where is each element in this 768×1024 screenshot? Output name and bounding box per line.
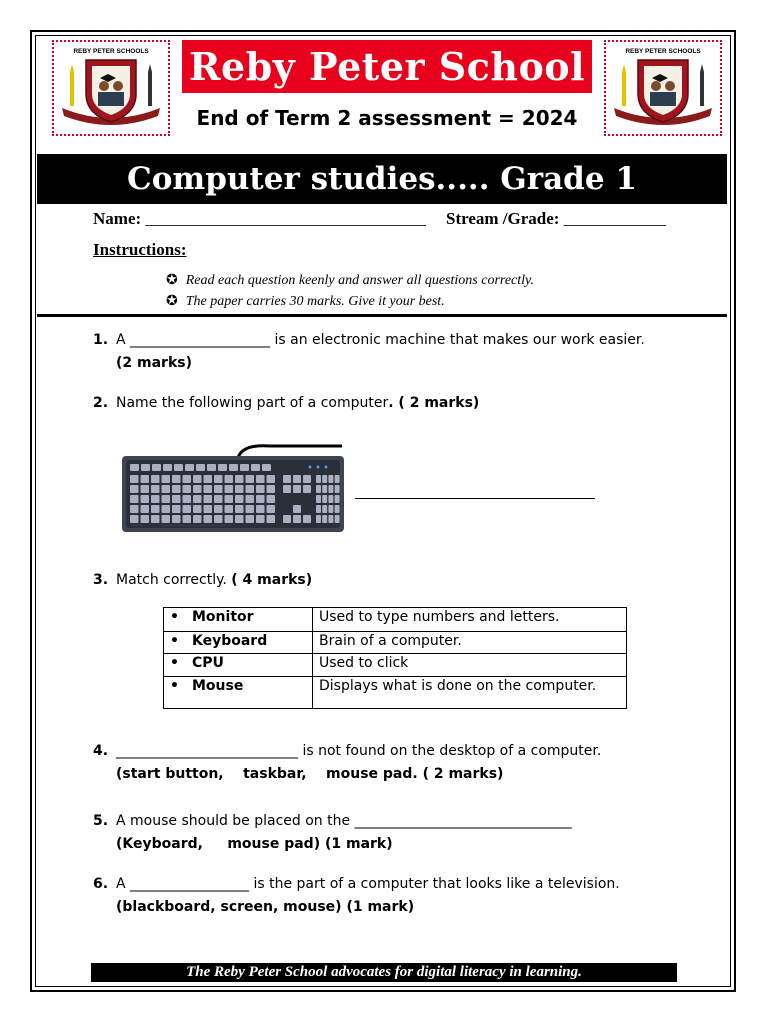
keyboard-key bbox=[185, 464, 194, 471]
keyboard-key bbox=[172, 505, 181, 513]
marks-label: ( 4 marks) bbox=[231, 572, 313, 588]
keyboard-key bbox=[335, 495, 340, 503]
keyboard-key bbox=[193, 505, 202, 513]
keyboard-key bbox=[151, 515, 160, 523]
keyboard-key bbox=[183, 485, 192, 493]
keyboard-key bbox=[328, 515, 333, 523]
question-2: 2. Name the following part of a computer. ( 2 marks) bbox=[93, 392, 653, 415]
keyboard-key bbox=[283, 475, 291, 483]
star-circle-icon: ✪ bbox=[166, 273, 178, 288]
keyboard-key bbox=[151, 505, 160, 513]
keyboard-key bbox=[193, 475, 202, 483]
keyboard-key bbox=[151, 485, 160, 493]
keyboard-key bbox=[204, 475, 213, 483]
keyboard-key bbox=[152, 464, 161, 471]
keyboard-key bbox=[246, 475, 255, 483]
question-number: 3. bbox=[93, 572, 109, 588]
match-description: Displays what is done on the computer. bbox=[313, 677, 627, 709]
school-logo-right bbox=[604, 40, 722, 136]
keyboard-key bbox=[183, 515, 192, 523]
keyboard-key bbox=[225, 495, 234, 503]
question-6: 6. A _________________ is the part of a computer that looks like a television. (blackboard, screen, mouse) (1 mark) bbox=[93, 873, 673, 919]
keyboard-key bbox=[335, 475, 340, 483]
subject-title: Computer studies..... Grade 1 bbox=[37, 154, 727, 204]
keyboard-key bbox=[130, 475, 139, 483]
keyboard-key bbox=[267, 515, 276, 523]
answer-blank[interactable]: __________________________ bbox=[116, 743, 298, 759]
keyboard-key bbox=[218, 464, 227, 471]
keyboard-key bbox=[293, 515, 301, 523]
keyboard-key bbox=[193, 515, 202, 523]
keyboard-key bbox=[214, 495, 223, 503]
keyboard-key bbox=[225, 515, 234, 523]
keyboard-key bbox=[293, 505, 301, 513]
stream-grade-label: Stream /Grade: bbox=[446, 209, 560, 228]
keyboard-key bbox=[246, 495, 255, 503]
keyboard-key bbox=[283, 485, 291, 493]
keyboard-key bbox=[328, 485, 333, 493]
keyboard-key bbox=[207, 464, 216, 471]
keyboard-answer-line[interactable] bbox=[355, 498, 595, 499]
keyboard-key bbox=[293, 485, 301, 493]
keyboard-key bbox=[283, 515, 291, 523]
keyboard-key bbox=[151, 475, 160, 483]
keyboard-key bbox=[162, 485, 171, 493]
keyboard-key bbox=[204, 515, 213, 523]
name-blank[interactable]: _________________________________ bbox=[145, 209, 426, 228]
logo-text-right: REBY PETER SCHOOLS bbox=[625, 48, 701, 55]
school-logo-left bbox=[52, 40, 170, 136]
match-item: • Mouse bbox=[164, 677, 313, 709]
answer-blank[interactable]: _________________ bbox=[130, 876, 250, 892]
keyboard-key bbox=[172, 485, 181, 493]
keyboard-key bbox=[229, 464, 238, 471]
keyboard-key bbox=[162, 495, 171, 503]
stream-grade-blank[interactable]: ____________ bbox=[563, 209, 666, 228]
options-label: (start button, taskbar, mouse pad. ( 2 marks) bbox=[116, 766, 504, 782]
keyboard-key bbox=[316, 515, 321, 523]
footer-motto: The Reby Peter School advocates for digital literacy in learning. bbox=[91, 963, 677, 982]
keyboard-key bbox=[204, 505, 213, 513]
match-description: Used to type numbers and letters. bbox=[313, 608, 627, 632]
instructions-heading: Instructions: bbox=[93, 240, 187, 259]
question-1: 1. A ____________________ is an electronic machine that makes our work easier. (2 marks) bbox=[93, 329, 653, 375]
keyboard-key bbox=[130, 495, 139, 503]
marks-label: (2 marks) bbox=[116, 355, 192, 371]
match-description: Used to click bbox=[313, 654, 627, 677]
keyboard-key bbox=[256, 485, 265, 493]
keyboard-key bbox=[293, 475, 301, 483]
keyboard-key bbox=[196, 464, 205, 471]
keyboard-key bbox=[256, 475, 265, 483]
keyboard-key bbox=[267, 495, 276, 503]
question-number: 2. bbox=[93, 395, 109, 411]
keyboard-key bbox=[256, 495, 265, 503]
keyboard-key bbox=[225, 475, 234, 483]
keyboard-key bbox=[141, 475, 150, 483]
keyboard-key bbox=[141, 515, 150, 523]
keyboard-key bbox=[322, 475, 327, 483]
keyboard-key bbox=[262, 464, 271, 471]
keyboard-key bbox=[162, 505, 171, 513]
logo-text-left: REBY PETER SCHOOLS bbox=[73, 48, 149, 55]
keyboard-key bbox=[235, 505, 244, 513]
keyboard-key bbox=[163, 464, 172, 471]
keyboard-key bbox=[322, 485, 327, 493]
keyboard-key bbox=[335, 515, 340, 523]
keyboard-key bbox=[214, 475, 223, 483]
keyboard-key bbox=[303, 475, 311, 483]
keyboard-key bbox=[141, 495, 150, 503]
keyboard-key bbox=[204, 485, 213, 493]
keyboard-key bbox=[316, 505, 321, 513]
table-row bbox=[164, 654, 627, 677]
answer-blank[interactable]: _______________________________ bbox=[354, 813, 572, 829]
keyboard-key bbox=[183, 475, 192, 483]
match-item: • Monitor bbox=[164, 608, 313, 632]
keyboard-key bbox=[235, 515, 244, 523]
match-description: Brain of a computer. bbox=[313, 632, 627, 654]
keyboard-key bbox=[328, 475, 333, 483]
keyboard-key bbox=[183, 495, 192, 503]
keyboard-key bbox=[256, 505, 265, 513]
keyboard-key bbox=[316, 495, 321, 503]
table-row bbox=[164, 608, 627, 632]
keyboard-key bbox=[235, 475, 244, 483]
keyboard-key bbox=[240, 464, 249, 471]
keyboard-key bbox=[225, 505, 234, 513]
keyboard-key bbox=[214, 515, 223, 523]
keyboard-key bbox=[335, 485, 340, 493]
keyboard-key bbox=[267, 475, 276, 483]
keyboard-key bbox=[214, 505, 223, 513]
keyboard-key bbox=[246, 515, 255, 523]
table-row bbox=[164, 632, 627, 654]
keyboard-key bbox=[141, 464, 150, 471]
keyboard-key bbox=[246, 485, 255, 493]
keyboard-image bbox=[120, 440, 350, 536]
keyboard-key bbox=[141, 485, 150, 493]
keyboard-key bbox=[214, 485, 223, 493]
table-row bbox=[164, 677, 627, 709]
keyboard-key bbox=[322, 505, 327, 513]
keyboard-key bbox=[172, 515, 181, 523]
keyboard-key bbox=[235, 485, 244, 493]
keyboard-key bbox=[183, 505, 192, 513]
logo-motto-left: EXCELLENCE • HARDWORK • SUCCESS bbox=[77, 125, 145, 129]
school-name-banner: Reby Peter School bbox=[182, 40, 592, 93]
keyboard-key bbox=[130, 505, 139, 513]
stream-grade-field[interactable] bbox=[446, 209, 666, 229]
keyboard-key bbox=[267, 505, 276, 513]
keyboard-key bbox=[246, 505, 255, 513]
match-item: • CPU bbox=[164, 654, 313, 677]
instruction-item: ✪ The paper carries 30 marks. Give it your best. bbox=[166, 294, 445, 309]
assessment-title: End of Term 2 assessment = 2024 bbox=[196, 106, 578, 130]
keyboard-key bbox=[141, 505, 150, 513]
question-number: 5. bbox=[93, 813, 109, 829]
question-number: 4. bbox=[93, 743, 109, 759]
match-item: • Keyboard bbox=[164, 632, 313, 654]
keyboard-key bbox=[130, 515, 139, 523]
keyboard-key bbox=[193, 485, 202, 493]
marks-label: . ( 2 marks) bbox=[388, 395, 480, 411]
keyboard-key bbox=[172, 495, 181, 503]
question-4: 4. __________________________ is not found on the desktop of a computer. (start button, taskbar, mouse pad. ( 2 marks) bbox=[93, 740, 673, 786]
keyboard-key bbox=[204, 495, 213, 503]
keyboard-key bbox=[162, 515, 171, 523]
section-divider bbox=[37, 314, 727, 317]
question-number: 6. bbox=[93, 876, 109, 892]
keyboard-key bbox=[256, 515, 265, 523]
keyboard-key bbox=[328, 505, 333, 513]
logo-motto-right: EXCELLENCE • HARDWORK • SUCCESS bbox=[629, 125, 697, 129]
keyboard-key bbox=[174, 464, 183, 471]
star-circle-icon: ✪ bbox=[166, 294, 178, 309]
options-label: (blackboard, screen, mouse) (1 mark) bbox=[116, 899, 415, 915]
keyboard-key bbox=[267, 485, 276, 493]
keyboard-key bbox=[251, 464, 260, 471]
keyboard-key bbox=[316, 485, 321, 493]
question-number: 1. bbox=[93, 332, 109, 348]
keyboard-key bbox=[322, 495, 327, 503]
keyboard-key bbox=[335, 505, 340, 513]
keyboard-key bbox=[130, 485, 139, 493]
keyboard-key bbox=[322, 515, 327, 523]
keyboard-key bbox=[316, 475, 321, 483]
keyboard-key bbox=[193, 495, 202, 503]
question-3: 3. Match correctly. ( 4 marks) bbox=[93, 569, 653, 592]
keyboard-key bbox=[225, 485, 234, 493]
keyboard-key bbox=[235, 495, 244, 503]
question-5: 5. A mouse should be placed on the _______________________________ (Keyboard, mouse pad) (1 mark) bbox=[93, 810, 673, 856]
keyboard-key bbox=[162, 475, 171, 483]
keyboard-key bbox=[151, 495, 160, 503]
match-table bbox=[163, 607, 627, 709]
instruction-item: ✪ Read each question keenly and answer all questions correctly. bbox=[166, 273, 534, 288]
keyboard-key bbox=[130, 464, 139, 471]
keyboard-key bbox=[328, 495, 333, 503]
keyboard-key bbox=[172, 475, 181, 483]
keyboard-key bbox=[303, 485, 311, 493]
name-label: Name: bbox=[93, 209, 142, 228]
name-field[interactable] bbox=[93, 209, 426, 229]
keyboard-key bbox=[303, 515, 311, 523]
options-label: (Keyboard, mouse pad) (1 mark) bbox=[116, 836, 393, 852]
answer-blank[interactable]: ____________________ bbox=[130, 332, 271, 348]
